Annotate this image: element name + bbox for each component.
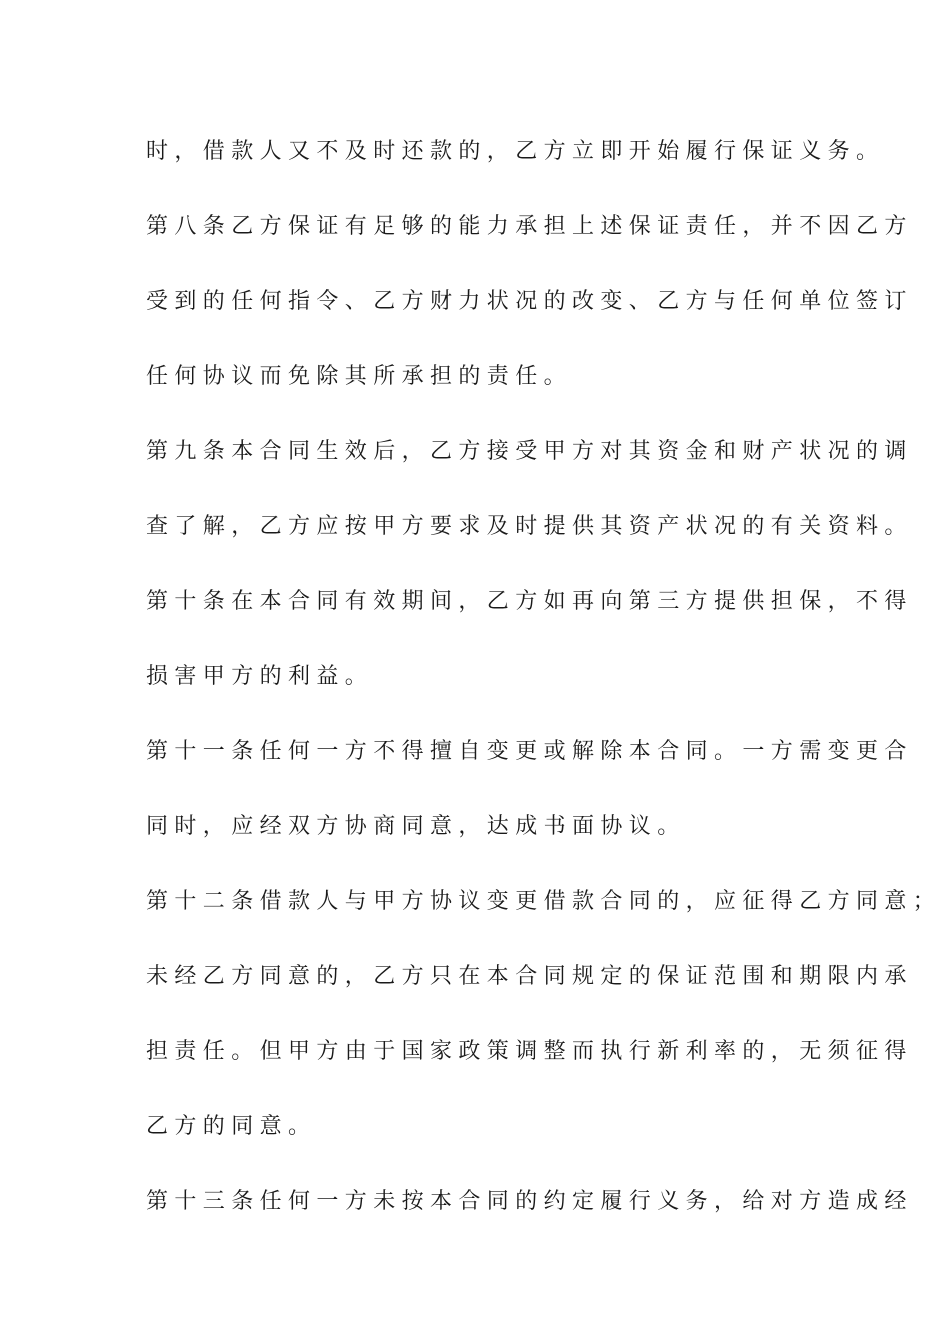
text-line: 第十三条任何一方未按本合同的约定履行义务，给对方造成经: [146, 1189, 913, 1214]
text-line: 担责任。但甲方由于国家政策调整而执行新利率的，无须征得: [146, 1039, 913, 1064]
text-line: 同时，应经双方协商同意，达成书面协议。: [146, 814, 686, 839]
text-line: 任何协议而免除其所承担的责任。: [146, 364, 573, 389]
text-line: 受到的任何指令、乙方财力状况的改变、乙方与任何单位签订: [146, 289, 913, 314]
text-line: 第十一条任何一方不得擅自变更或解除本合同。一方需变更合: [146, 739, 913, 764]
text-line: 第十条在本合同有效期间，乙方如再向第三方提供担保，不得: [146, 589, 913, 614]
text-line: 第九条本合同生效后，乙方接受甲方对其资金和财产状况的调: [146, 439, 913, 464]
text-line: 查了解，乙方应按甲方要求及时提供其资产状况的有关资料。: [146, 514, 913, 539]
text-line: 损害甲方的利益。: [146, 664, 374, 689]
text-line: 时，借款人又不及时还款的，乙方立即开始履行保证义务。: [146, 139, 885, 164]
text-line: 第八条乙方保证有足够的能力承担上述保证责任，并不因乙方: [146, 214, 913, 239]
text-line: 未经乙方同意的，乙方只在本合同规定的保证范围和期限内承: [146, 964, 913, 989]
text-line: 乙方的同意。: [146, 1114, 317, 1139]
text-line: 第十二条借款人与甲方协议变更借款合同的，应征得乙方同意；: [146, 889, 942, 914]
